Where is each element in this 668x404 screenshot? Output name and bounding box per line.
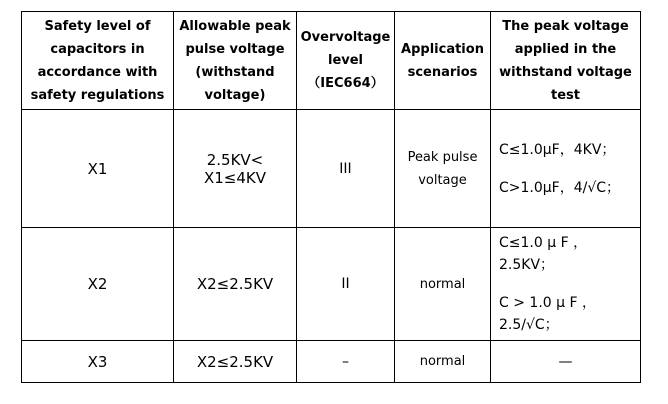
header-text: Overvoltage [300,30,391,45]
cell-overvoltage: III [297,110,395,228]
cell-text: 2.5KV< [206,150,264,169]
header-text: Safety level of [44,18,151,34]
header-text: accordance with [37,64,158,80]
cell-peak-voltage [491,110,641,228]
header-text: The peak voltage [502,18,629,34]
header-allowable-peak [174,12,297,110]
cell-overvoltage: II [297,228,395,341]
table-row [22,228,641,341]
cell-application [395,110,491,228]
peak-line: C>1.0μF，4/√C； [499,179,621,196]
cell-text: Peak pulse [407,149,478,165]
header-text: capacitors in [50,41,145,57]
cell-allowable: X2≤2.5KV [174,228,297,341]
header-text: (withstand [195,64,275,80]
header-text: applied in the [514,41,617,57]
cell-level: X3 [22,341,174,383]
cell-level: X2 [22,228,174,341]
cell-text: voltage [418,172,467,188]
cell-peak-voltage: — [491,341,641,383]
peak-line: 2.5KV； [499,257,555,273]
table-row [22,341,641,383]
header-text: withstand voltage [499,64,632,80]
peak-paragraph [499,232,640,276]
peak-line: 2.5/√C； [499,317,559,333]
header-text: level [327,53,364,68]
header-text: （IEC664） [307,76,384,91]
cell-application: normal [395,228,491,341]
cell-application: normal [395,341,491,383]
header-application [395,12,491,110]
cell-level: X1 [22,110,174,228]
header-safety-level [22,12,174,110]
header-text: test [551,87,580,103]
header-overvoltage-level [297,12,395,110]
cell-allowable: X2≤2.5KV [174,341,297,383]
header-text: Allowable peak [179,18,291,34]
cell-allowable [174,110,297,228]
header-peak-voltage [491,12,641,110]
peak-line: C > 1.0 μ F ， [499,295,596,311]
header-text: pulse voltage [185,41,285,57]
peak-paragraph [499,292,640,336]
cell-peak-voltage [491,228,641,341]
cell-overvoltage: – [297,341,395,383]
peak-line: C≤1.0μF，4KV； [499,141,616,158]
table-row [22,110,641,228]
header-row [22,12,641,110]
header-text: safety regulations [30,87,165,103]
safety-capacitor-table [21,11,641,383]
header-text: Application [401,41,484,57]
peak-line: C≤1.0 μ F ， [499,235,588,251]
header-text: scenarios [407,64,478,80]
cell-text: X1≤4KV [203,168,267,187]
header-text: voltage) [204,87,266,103]
